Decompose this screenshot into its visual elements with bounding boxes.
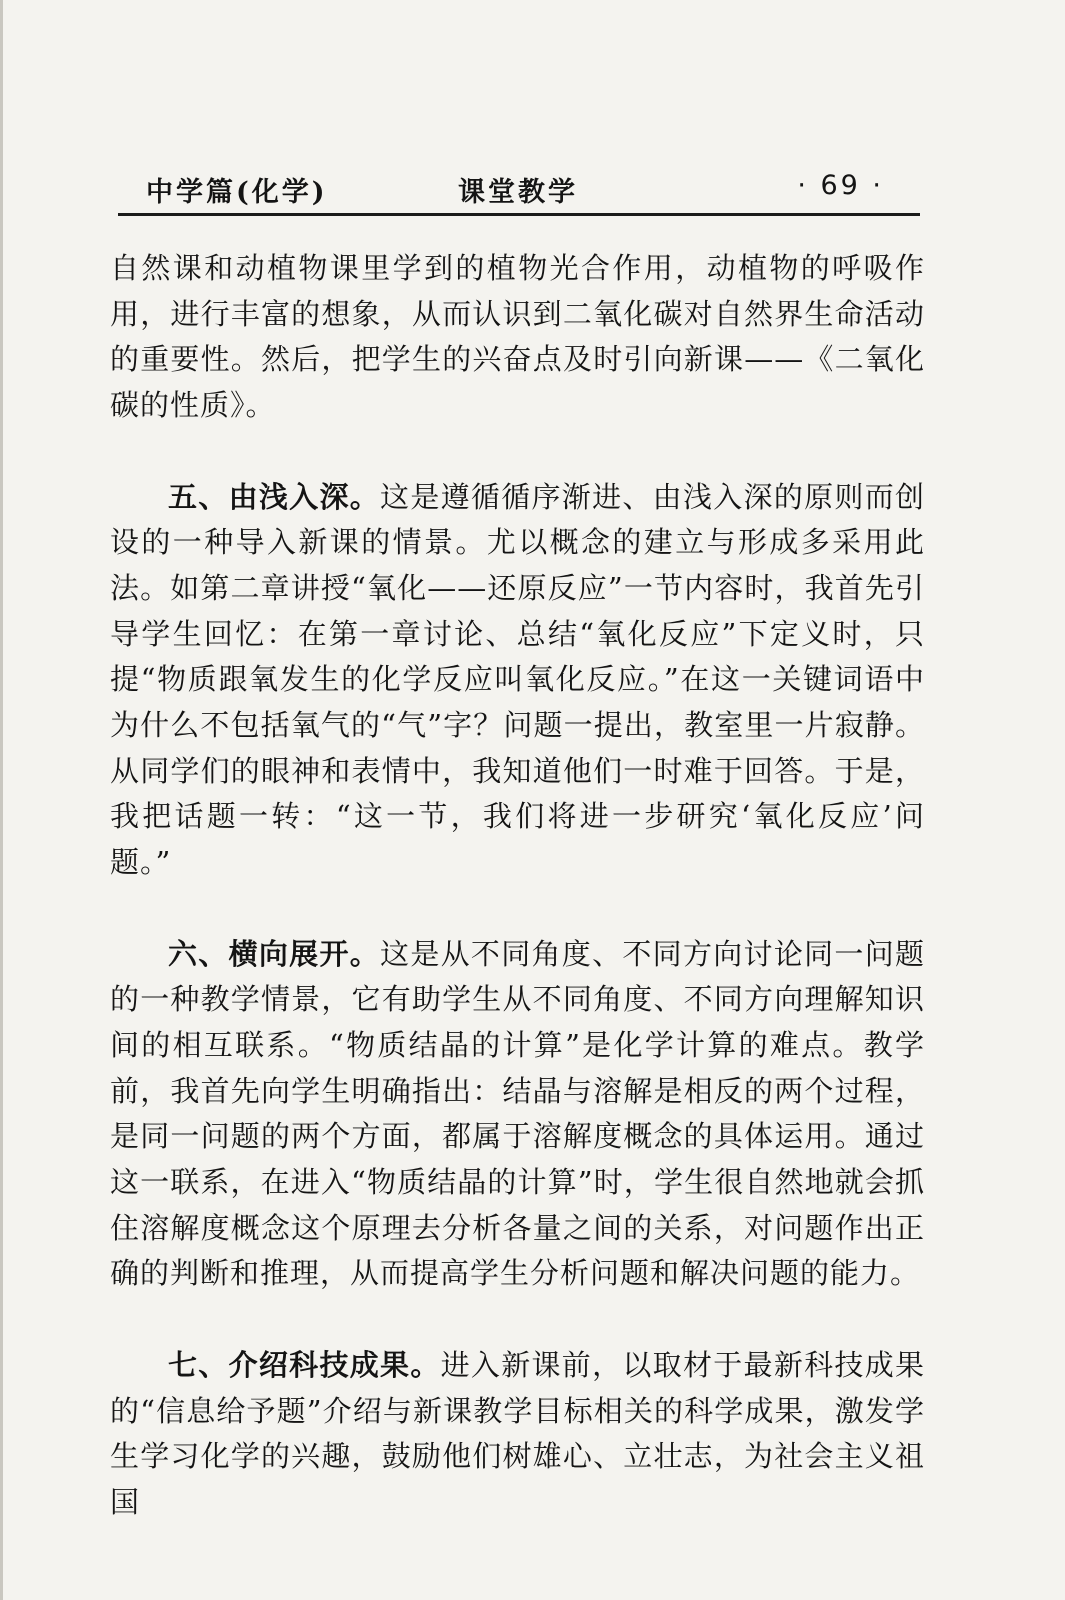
running-header bbox=[118, 170, 920, 212]
paragraph-seven bbox=[110, 1343, 925, 1526]
paragraph-text: 进入新课前，以取材于最新科技成果的“信息给予题”介绍与新课教学目标相关的科学成果，激发学生学习化学的兴趣，鼓励他们树雄心、立壮志，为社会主义祖国 bbox=[110, 1347, 925, 1519]
page-number: · 69 · bbox=[797, 170, 884, 201]
page-edge bbox=[0, 0, 3, 1600]
header-rule bbox=[118, 213, 920, 216]
paragraph-heading: 五、由浅入深。 bbox=[168, 479, 381, 514]
header-chapter-title: 课堂教学 bbox=[458, 177, 578, 208]
paragraph-heading: 七、介绍科技成果。 bbox=[168, 1347, 441, 1382]
paragraph-five bbox=[110, 475, 925, 886]
header-section-title: 中学篇(化学) bbox=[146, 177, 328, 208]
paragraph-text: 这是从不同角度、不同方向讨论同一问题的一种教学情景，它有助学生从不同角度、不同方向理解知识间的相互联系。“物质结晶的计算”是化学计算的难点。教学前，我首先向学生明确指出：结晶与溶解是相反的两个过程，是同一问题的两个方面，都属于溶解度概念的具体运用。通过这一联系，在进入“物质结晶的计算”时，学生很自然地就会抓住溶解度概念这个原理去分析各量之间的关系，对问题作出正确的判断和推理，从而提高学生分析问题和解决问题的能力。 bbox=[110, 936, 925, 1291]
paragraph-continued bbox=[110, 246, 925, 429]
paragraph-six bbox=[110, 932, 925, 1298]
paragraph-heading: 六、横向展开。 bbox=[168, 936, 381, 971]
paragraph-text: 自然课和动植物课里学到的植物光合作用，动植物的呼吸作用，进行丰富的想象，从而认识到二氧化碳对自然界生命活动的重要性。然后，把学生的兴奋点及时引向新课——《二氧化碳的性质》。 bbox=[110, 251, 925, 423]
body-text bbox=[110, 246, 925, 1526]
paragraph-text: 这是遵循循序渐进、由浅入深的原则而创设的一种导入新课的情景。尤以概念的建立与形成多采用此法。如第二章讲授“氧化——还原反应”一节内容时，我首先引导学生回忆：在第一章讨论、总结“氧化反应”下定义时，只提“物质跟氧发生的化学反应叫氧化反应。”在这一关键词语中为什么不包括氧气的“气”字？问题一提出，教室里一片寂静。从同学们的眼神和表情中，我知道他们一时难于回答。于是，我把话题一转：“这一节，我们将进一步研究‘氧化反应’问题。” bbox=[110, 479, 925, 880]
